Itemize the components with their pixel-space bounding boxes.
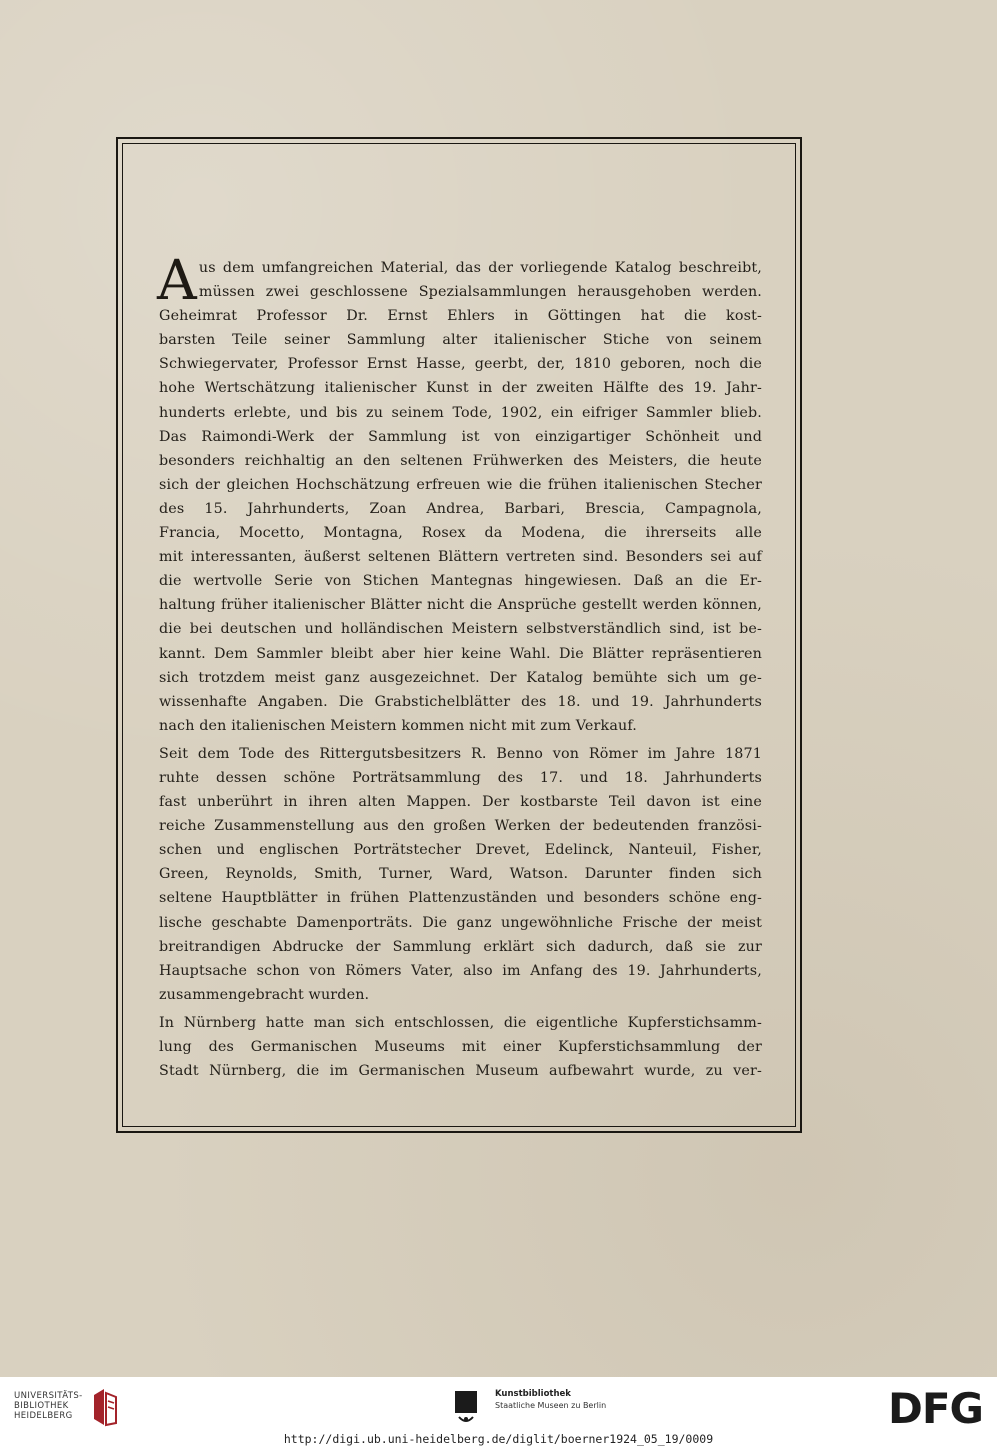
ub-heidelberg-logo-text[interactable] — [14, 1391, 83, 1421]
text-line: breitrandigen Abdrucke der Sammlung erklärt sich dadurch, daß sie zur — [159, 938, 762, 955]
text-line: seltene Hauptblätter in frühen Plattenzuständen und besonders schöne eng- — [159, 890, 762, 907]
kunstbibliothek-subtitle: Staatliche Museen zu Berlin — [495, 1401, 607, 1410]
text-line: nach den italienischen Meistern kommen nicht mit zum Verkauf. — [159, 717, 637, 734]
text-line: des 15. Jahrhunderts, Zoan Andrea, Barbari, Brescia, Campagnola, — [159, 500, 762, 517]
text-line: hunderts erlebte, und bis zu seinem Tode, 1902, ein eifriger Sammler blieb. — [159, 404, 762, 421]
dfg-logo[interactable]: DFG — [887, 1384, 983, 1433]
ub-heidelberg-emblem-icon[interactable] — [90, 1387, 120, 1427]
source-url[interactable]: http://digi.ub.uni-heidelberg.de/diglit/boerner1924_05_19/0009 — [283, 1432, 714, 1446]
text-line: Das Raimondi-Werk der Sammlung ist von einzigartiger Schönheit und — [159, 428, 762, 445]
ub-line-1: UNIVERSITÄTS- — [14, 1391, 83, 1401]
text-line: reiche Zusammenstellung aus den großen Werken der bedeutenden französi- — [159, 818, 762, 835]
text-line: Green, Reynolds, Smith, Turner, Ward, Watson. Darunter finden sich — [159, 866, 762, 883]
footer-bar — [0, 1377, 997, 1447]
text-line: besonders reichhaltig an den seltenen Frühwerken des Meisters, die heute — [159, 452, 762, 469]
text-line: Geheimrat Professor Dr. Ernst Ehlers in Göttingen hat die kost- — [159, 308, 762, 325]
paragraph-2 — [159, 742, 762, 1007]
text-line: zusammengebracht wurden. — [159, 986, 370, 1003]
text-line: sich der gleichen Hochschätzung erfreuen wie die frühen italienischen Stecher — [159, 476, 762, 493]
eagle-icon — [455, 1391, 483, 1425]
text-line: müssen zwei geschlossene Spezialsammlungen herausgehoben werden. — [198, 284, 762, 301]
text-line: ruhte dessen schöne Porträtsammlung des 17. und 18. Jahrhunderts — [159, 769, 762, 786]
text-line: die wertvolle Serie von Stichen Mantegnas hingewiesen. Daß an die Er- — [159, 573, 762, 590]
text-line: us dem umfangreichen Material, das der vorliegende Katalog beschreibt, — [198, 260, 762, 276]
drop-cap: A — [157, 248, 197, 312]
text-line: mit interessanten, äußerst seltenen Blättern vertreten sind. Besonders sei auf — [159, 549, 762, 566]
text-line: lische geschabte Damenporträts. Die ganz ungewöhnliche Frische der meist — [159, 914, 762, 931]
paragraph-1 — [157, 248, 762, 738]
text-line: fast unberührt in ihren alten Mappen. Der kostbarste Teil davon ist eine — [159, 794, 762, 811]
text-line: lung des Germanischen Museums mit einer Kupferstichsammlung der — [159, 1039, 762, 1055]
text-line: hohe Wertschätzung italienischer Kunst in der zweiten Hälfte des 19. Jahr- — [159, 380, 762, 397]
ub-line-2: BIBLIOTHEK — [14, 1401, 69, 1411]
text-line: barsten Teile seiner Sammlung alter italienischer Stiche von seinem — [159, 332, 762, 349]
text-line: sich trotzdem meist ganz ausgezeichnet. Der Katalog bemühte sich um ge- — [159, 669, 762, 686]
ub-line-3: HEIDELBERG — [14, 1411, 73, 1421]
text-line: kannt. Dem Sammler bleibt aber hier keine Wahl. Die Blätter repräsentieren — [159, 645, 762, 662]
kunstbibliothek-name: Kunstbibliothek — [495, 1389, 571, 1399]
text-line: schen und englischen Porträtstecher Drevet, Edelinck, Nanteuil, Fisher, — [159, 842, 762, 859]
text-line: die bei deutschen und holländischen Meistern selbstverständlich sind, ist be- — [159, 621, 762, 638]
text-line: haltung früher italienischer Blätter nicht die Ansprüche gestellt werden können, — [159, 597, 762, 614]
text-line: Schwiegervater, Professor Ernst Hasse, geerbt, der, 1810 geboren, noch die — [159, 356, 762, 373]
body-text — [157, 248, 762, 1087]
paragraph-3 — [159, 1011, 762, 1083]
text-line: In Nürnberg hatte man sich entschlossen, die eigentliche Kupferstichsamm- — [159, 1014, 762, 1031]
text-line: Seit dem Tode des Rittergutsbesitzers R. Benno von Römer im Jahre 1871 — [159, 745, 762, 762]
text-line: Hauptsache schon von Römers Vater, also im Anfang des 19. Jahrhunderts, — [159, 962, 762, 979]
text-line: Stadt Nürnberg, die im Germanischen Museum aufbewahrt wurde, zu ver- — [159, 1063, 762, 1080]
text-line: wissenhafte Angaben. Die Grabstichelblätter des 18. und 19. Jahrhunderts — [159, 693, 762, 710]
text-line: Francia, Mocetto, Montagna, Rosex da Modena, die ihrerseits alle — [159, 525, 762, 542]
